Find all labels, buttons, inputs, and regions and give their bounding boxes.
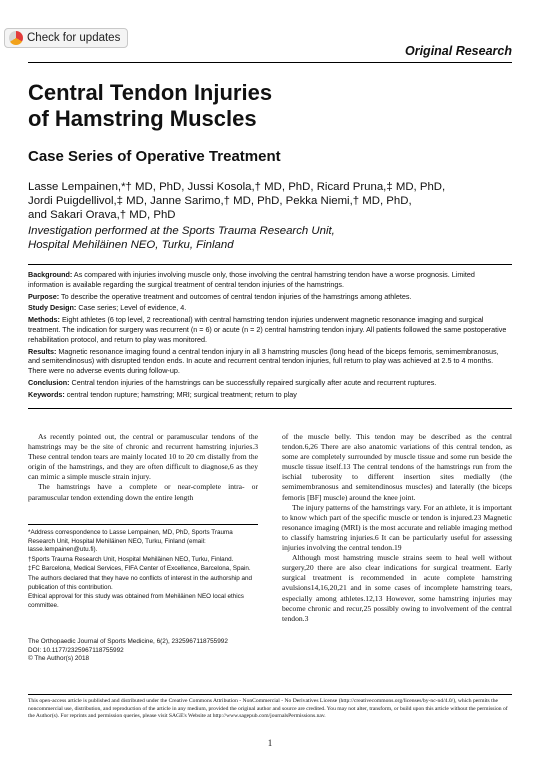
abstract-label: Background: — [28, 270, 73, 279]
article-subtitle: Case Series of Operative Treatment — [28, 148, 281, 165]
footnote: †Sports Trauma Research Unit, Hospital Mehiläinen NEO, Turku, Finland. — [28, 555, 234, 563]
abstract-label: Purpose: — [28, 291, 60, 301]
body-paragraph: The hamstrings have a complete or near-complete intra- or paramuscular tendon extending down the entire length — [28, 482, 258, 502]
abstract-label: Methods: — [28, 315, 60, 325]
check-for-updates-label: Check for updates — [27, 32, 121, 44]
abstract-label: Results: — [28, 346, 57, 356]
affiliation — [28, 224, 498, 252]
abstract-label: Study Design: — [28, 303, 77, 313]
abstract — [28, 264, 512, 409]
author-line: Jordi Puigdellivol,‡ MD, Janne Sarimo,† MD, PhD, Pekka Niemi,† MD, PhD, — [28, 195, 412, 207]
author-line: Lasse Lempainen,*† MD, PhD, Jussi Kosola,† MD, PhD, Ricard Pruna,‡ MD, PhD, — [28, 181, 446, 193]
affiliation-line: Investigation performed at the Sports Trauma Research Unit, — [28, 225, 335, 237]
abstract-text: Central tendon injuries of the hamstrings can be successfully repaired surgically after acute and recurrent ruptures. — [69, 377, 437, 387]
abstract-keywords — [28, 390, 512, 400]
journal-line: The Orthopaedic Journal of Sports Medicine, 6(2), 2325967118755992 — [28, 638, 228, 645]
author-list — [28, 180, 498, 222]
title-line: of Hamstring Muscles — [28, 106, 257, 131]
abstract-methods — [28, 315, 512, 344]
abstract-study-design — [28, 303, 512, 313]
abstract-label: Keywords: — [28, 389, 65, 399]
abstract-label: Conclusion: — [28, 377, 70, 387]
abstract-text: To describe the operative treatment and outcomes of central tendon injuries of the hamstrings among athletes. — [59, 291, 412, 301]
body-column-right — [282, 432, 512, 624]
footnote: The authors declared that they have no conflicts of interest in the authorship and publication of this contribution. — [28, 574, 253, 591]
license-text: This open-access article is published and distributed under the Creative Commons Attribution - NonCommercial - No Derivatives License (http://creativecommons.org/licenses/by-nc-nd/4.0/), which permits the noncommercial use, distribution, and reproduction of the article in any medium, provided the original author and source are credited. You may not alter, transform, or build upon this article without the permission of the Author(s). For reprints and permission queries, please visit SAGE's Website at http://www.sagepub.com/journalsPermissions.nav. — [28, 698, 508, 720]
section-label: Original Research — [405, 44, 512, 58]
abstract-background — [28, 270, 512, 290]
abstract-results — [28, 347, 512, 376]
check-for-updates-button[interactable] — [4, 28, 128, 48]
license-notice — [28, 694, 512, 721]
affiliation-line: Hospital Mehiläinen NEO, Turku, Finland — [28, 239, 234, 251]
abstract-text: central tendon rupture; hamstring; MRI; surgical treatment; return to play — [64, 389, 297, 399]
title-line: Central Tendon Injuries — [28, 80, 273, 105]
body-column-left — [28, 432, 258, 503]
footnote: ‡FC Barcelona, Medical Services, FIFA Center of Excellence, Barcelona, Spain. — [28, 565, 251, 573]
body-paragraph: As recently pointed out, the central or paramuscular tendons of the hamstrings may be the site of chronic and recurrent hamstring injuries.3 These central tendon tears are mainly located 10 to 20 cm distally from the origin of the hamstrings, and they are often difficult to diagnose,6 as they can mimic a simple muscle strain injury. — [28, 432, 258, 482]
journal-info — [28, 638, 258, 664]
abstract-text: As compared with injuries involving muscle only, those involving the central hamstring tendon have a worse prognosis. Limited information is available regarding the surgical treatment of central tendon injuries of the hamstrings. — [28, 270, 475, 289]
body-paragraph: of the muscle belly. This tendon may be described as the central tendon.6,26 There are also anatomic variations of this central tendon, as some are completely surrounded by muscle tissue and some run beside the muscle tissue itself.13 The central tendons of the hamstrings run from the ischial tuberosity to different insertion sites medially (the semimembranosus and semitendinosus muscles) and laterally (the biceps femoris [BF] muscle) around the knee joint. — [282, 432, 512, 502]
journal-line: DOI: 10.1177/2325967118755992 — [28, 646, 124, 654]
footnote: *Address correspondence to Lasse Lempainen, MD, PhD, Sports Trauma Research Unit, Hospital Mehiläinen NEO, Turku, Finland (email: lasse.lempainen@utu.fi). — [28, 529, 233, 554]
footnotes — [28, 524, 258, 611]
abstract-conclusion — [28, 378, 512, 388]
footnote: Ethical approval for this study was obtained from Mehiläinen NEO local ethics committee. — [28, 593, 244, 609]
body-paragraph: The injury patterns of the hamstrings vary. For an athlete, it is important to know which part of the specific muscle or tendon is injured.23 Magnetic resonance imaging (MRI) is the most accurate and reliable imaging method to classify hamstring injuries.6 It can be particularly useful for assessing injuries involving the central tendon.19 — [282, 502, 512, 553]
abstract-text: Case series; Level of evidence, 4. — [76, 303, 187, 313]
crossmark-icon — [9, 31, 23, 45]
header-rule — [28, 62, 512, 63]
abstract-text: Eight athletes (6 top level, 2 recreational) with central hamstring tendon injuries underwent magnetic resonance imaging and surgical treatment. The indication for surgery was recurrent (n = 6) or acute (n = 2) central hamstring tendon injury. All patients followed the same postoperative rehabilitation protocol, and return to play was monitored. — [28, 315, 507, 344]
journal-line: © The Author(s) 2018 — [28, 655, 90, 663]
abstract-purpose — [28, 292, 512, 302]
abstract-text: Magnetic resonance imaging found a central tendon injury in all 3 hamstring muscles (long head of the biceps femoris, semimembranosus, and semitendinosus) with disrupted tendon ends. In acute and recurrent central tendon injuries, full return to play was achieved at 2.5 to 4 months. There were no adverse events during follow-up. — [28, 346, 499, 376]
author-line: and Sakari Orava,† MD, PhD — [28, 209, 176, 221]
page-number: 1 — [267, 738, 273, 748]
body-paragraph: Although most hamstring muscle strains seem to heal well without surgery,20 there are also clear indications for surgical treatment. Early surgical treatment is recommended in acute complete hamstring avulsions14,16,20,21 and in some cases of incomplete hamstring tears, especially among athletes.12,13 However, some hamstring injuries may become chronic and recur,25 possibly owing to involvement of the central tendon.3 — [282, 553, 512, 623]
article-title — [28, 80, 388, 132]
